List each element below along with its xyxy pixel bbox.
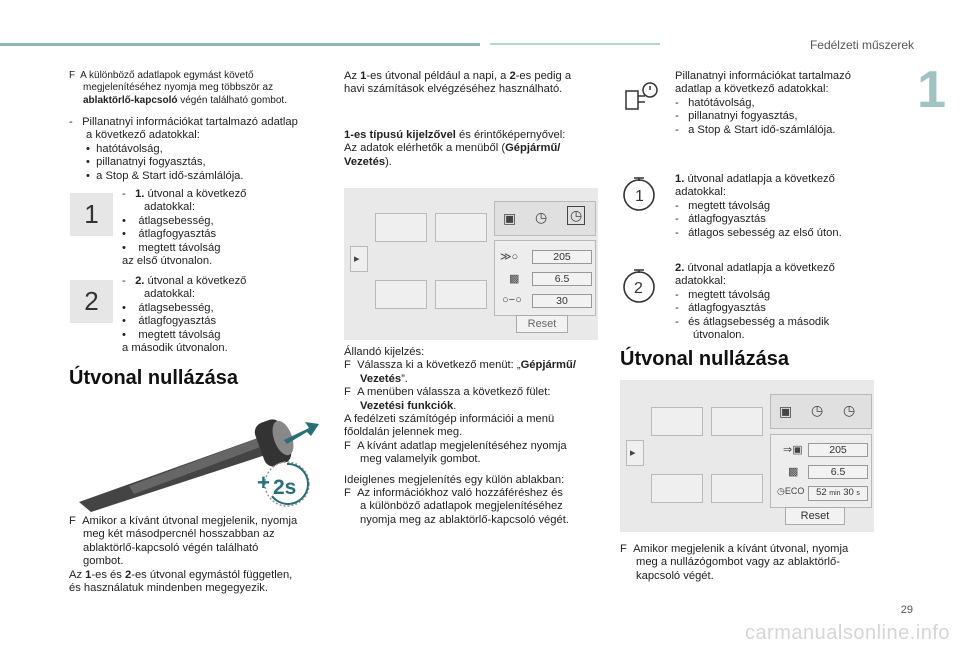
trip-2-sheet-description: 2. útvonal adatlapja a következő adatokkal: - megtett távolság - átlagfogyasztás - és átlagsebesség a második útvonalon. <box>675 262 835 342</box>
screen-tile[interactable] <box>435 280 487 309</box>
distance-icon: ○−○ <box>502 294 522 306</box>
header-rule <box>0 43 480 46</box>
heading-trip-reset-left: Útvonal nullázása <box>69 367 238 389</box>
instant-info-tab-icon[interactable]: ▣ <box>779 403 793 419</box>
distance-value: 30 <box>532 294 592 308</box>
reset-button[interactable]: Reset <box>516 315 568 333</box>
chapter-number: 1 <box>917 61 946 119</box>
trip-2-description: - 2. útvonal a következő adatokkal: • átlagsebesség, • átlagfogyasztás • megtett távolság a második útvonalon. <box>122 275 247 355</box>
instant-info-tab-icon[interactable]: ▣ <box>503 210 517 226</box>
trip-2-icon: 2 <box>70 280 113 323</box>
screen-tile[interactable] <box>375 280 427 309</box>
bullet-f: F <box>69 70 76 81</box>
col3-note: F Amikor megjelenik a kívánt útvonal, nyomja meg a nullázógombot vagy az ablaktörlő- kapcsoló végét. <box>620 543 849 582</box>
col2-intro: Az 1-es útvonal például a napi, a 2-es pedig a havi számítások elvégzéséhez használható. <box>344 70 572 96</box>
svg-text:2: 2 <box>634 280 643 297</box>
stop-start-timer-icon: ◷ECO <box>777 486 805 496</box>
screen-tile[interactable] <box>711 407 763 436</box>
trip-tabs <box>494 201 596 236</box>
touchscreen-trip-display <box>344 188 598 340</box>
svg-text:+: + <box>257 470 270 495</box>
consumption-value: 6.5 <box>808 465 868 479</box>
range-icon: ⇒▣ <box>783 444 803 456</box>
col2-steps: Állandó kijelzés: F Válassza ki a következő menüt: „Gépjármű/ Vezetés”. F A menüben válassza a következő fület: Vezetési funkciók. A fedélzeti számítógép információi a menü főoldalán jelennek meg. F A kívánt adatlap megjelenítéséhez nyomja meg valamelyik gombot. Ideiglenes megjelenítés egy külön ablakban: F Az információkhoz való hozzáféréshez és a különböző adatlapok megjelenítéséhez nyomja meg az ablaktörlő-kapcsoló végét. <box>344 346 576 526</box>
screen-tile[interactable] <box>375 213 427 242</box>
watermark: carmanualsonline.info <box>744 622 950 644</box>
touchscreen-trip-reset-display <box>620 380 874 532</box>
range-icon: ≫○ <box>500 251 519 263</box>
left-tab[interactable]: ▸ <box>350 246 368 272</box>
hold-duration-badge: 2s <box>273 476 297 499</box>
reset-button[interactable]: Reset <box>785 507 845 525</box>
dash-list-1: - Pillanatnyi információkat tartalmazó adatlap a következő adatokkal: • hatótávolság, • pillanatnyi fogyasztás, • a Stop & Start idő-számlálója. <box>69 116 298 182</box>
screen-tile[interactable] <box>651 474 703 503</box>
trip-1-tab-icon[interactable]: ◷ <box>811 402 824 418</box>
range-value: 205 <box>808 443 868 457</box>
col2-touchscreen-info: 1-es típusú kijelzővel és érintőképernyővel: Az adatok elérhetők a menüből (Gépjármű/ Vezetés). <box>344 129 566 168</box>
note-2: F Amikor a kívánt útvonal megjelenik, nyomja meg két másodpercnél hosszabban az ablaktörlő-kapcsoló végén található gombot. Az 1-es és 2-es útvonal egymástól független, és használatuk mindenben megegyezik. <box>69 515 298 595</box>
trip-1-tab-icon[interactable]: ◷ <box>535 209 548 225</box>
fuel-consumption-icon: ▩ <box>788 466 799 478</box>
screen-tile[interactable] <box>711 474 763 503</box>
screen-tile[interactable] <box>651 407 703 436</box>
trip-2-tab-icon[interactable]: ◷ <box>567 206 585 225</box>
trip-tabs <box>770 394 872 429</box>
trip-1-icon: 1 <box>70 193 113 236</box>
screen-tile[interactable] <box>435 213 487 242</box>
note-1: F A különböző adatlapok egymást követő megjelenítéséhez nyomja meg többször az ablaktörlő-kapcsoló végén található gombot. <box>69 70 287 106</box>
trip-1-sheet-description: 1. útvonal adatlapja a következő adatokkal: - megtett távolság - átlagfogyasztás - átlagos sebesség az első úton. <box>675 173 842 239</box>
consumption-value: 6.5 <box>532 272 592 286</box>
range-value: 205 <box>532 250 592 264</box>
trip-1-stopwatch-icon <box>620 173 658 213</box>
section-title: Fedélzeti műszerek <box>809 38 914 52</box>
stop-start-time-value: 52 min 30 s <box>808 486 868 501</box>
heading-trip-reset-right: Útvonal nullázása <box>620 348 789 370</box>
trip-2-tab-icon[interactable]: ◷ <box>843 402 856 418</box>
page-number: 29 <box>900 604 913 616</box>
wiper-stalk-illustration <box>69 404 331 512</box>
header-rule-light <box>490 43 660 45</box>
trip-2-stopwatch-icon <box>620 265 658 305</box>
svg-text:1: 1 <box>635 188 644 205</box>
instant-info-icon <box>623 80 661 116</box>
fuel-consumption-icon: ▩ <box>509 273 520 285</box>
instant-info-description: Pillanatnyi információkat tartalmazó adatlap a következő adatokkal: - hatótávolság, - pillanatnyi fogyasztás, - a Stop & Start idő-számlálója. <box>675 70 851 136</box>
left-tab[interactable]: ▸ <box>626 440 644 466</box>
trip-1-description: - 1. útvonal a következő adatokkal: • átlagsebesség, • átlagfogyasztás • megtett távolság az első útvonalon. <box>122 188 247 268</box>
